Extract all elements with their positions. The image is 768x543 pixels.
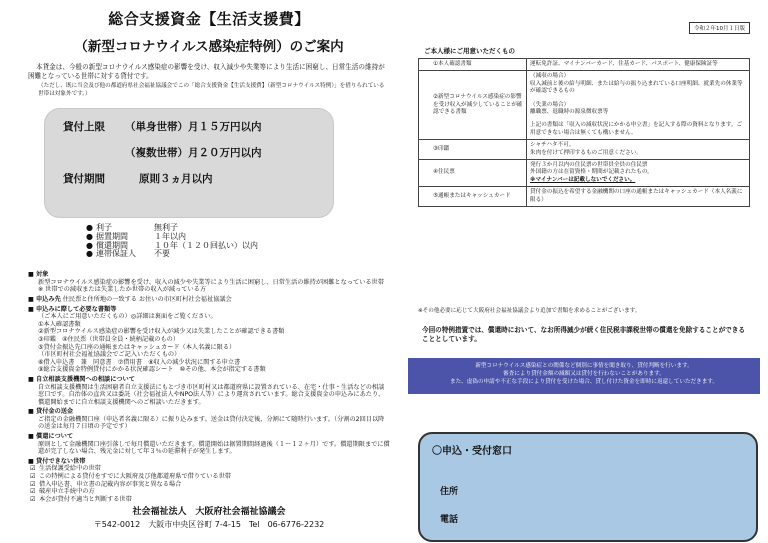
intro-text: 本貸金は、今般の新型コロナウイルス感染症の影響を受け、収入減少や失業等により生活に困窮し、日常生活の維持が困難となっている世帯に対する貸付です。: [28, 63, 385, 80]
loan-details: [86, 224, 390, 259]
limit-label: 貸付上限: [63, 121, 105, 133]
list-item: ☑ この特例による貸付をすでに大阪府及び他都道府県で借りている世帯: [30, 473, 231, 481]
loan-summary-box: [44, 108, 334, 218]
table-cell: ②新型コロナウイルス感染症の影響を受け収入が減少していることが確認できる書類: [419, 71, 527, 140]
checkbox-icon: ☑: [30, 480, 36, 488]
right-column: [418, 6, 750, 543]
checkbox-icon: ☑: [30, 495, 36, 503]
table-row: [419, 71, 750, 140]
phone-label: 電話: [440, 515, 459, 525]
checkbox-icon: ☑: [30, 473, 36, 481]
bullet-icon: ●: [86, 249, 93, 259]
table-cell: 運転免許証、マイナンバーカード、住基カード、パスポート、健康保険証等: [527, 59, 750, 71]
detail-row: ● 利子 無利子: [86, 223, 178, 232]
table-cell: 貸付金の振込を希望する金融機関の口座の通帳またはキャッシュカード（本人名義に限る）: [527, 187, 750, 207]
list-item: ☑ 生活保護受給中の世帯: [30, 465, 101, 473]
bullet-icon: ●: [86, 240, 93, 250]
list-item: ☑ 本会が貸付不適当と判断する世帯: [30, 495, 132, 503]
checkbox-icon: ☑: [30, 488, 36, 496]
special-measure-note: 今回の特例措置では、償還時において、なお所得減少が続く住民税非課税世帯の償還を免除することができることとしています。: [422, 326, 745, 343]
reception-window-box: [418, 432, 758, 542]
section-docs: ■ 申込みに際して必要な書類等 （ご本人にご用意いただくもの）◎詳細は裏面をご覧ください。 ①本人確認書類 ②新型コロナウイルス感染症の影響を受け収入が減少又は失業したことが確認できる書類 ③印鑑 ④住民票（世帯員全員・続柄記載のもの） ⑤貸付金振込先口座の通帳またはキャッシュカード（本人名義に限る） （市区町村社会福祉協議会でご記入いただくもの） ⑥借入申込書 兼 同意書 ⑦借用書 ⑧収入の減少状況に関する申立書 ⑨総合支援資金特例貸付にかかる状況確認シート ⑩その他、本会が指定する書類: [28, 305, 285, 374]
requirements-title: ご本人様にご用意いただくもの: [424, 47, 515, 55]
bullet-icon: ●: [86, 231, 93, 241]
limit-multi: （複数世帯）月２０万円以内: [125, 147, 262, 159]
list-item: ☑ 借入申込書、申立書の記載内容が事実と異なる場合: [30, 480, 182, 488]
period-value: 原則３ヵ月以内: [139, 173, 213, 185]
checkbox-icon: ☑: [30, 465, 36, 473]
table-cell: （減収の場合） 収入減前と後の給与明細、または給与の振り込まれている口座明細、就業先の休業等が確認できるもの （失業の場合） 離職票、退職時の源泉徴収票等 上記の書類は「収入の減収状況にかかる申立書」を記入する際の資料となります。ご用意できない場合は無くても構いません。: [527, 71, 750, 140]
section-excluded: ■ 貸付できない世帯 ☑ 生活保護受給中の世帯 ☑ この特例による貸付をすでに大阪府及び他都道府県で借りている世帯 ☑ 借入申込書、申立書の記載内容が事実と異なる場合 ☑ 破産申立手続中の方 ☑ 本会が貸付不適当と判断する世帯: [28, 458, 390, 504]
bullet-icon: ●: [86, 223, 93, 232]
notice-banner: 新型コロナウイルス感染症との関係など個別に事情を聞き取り、貸付判断を行います。 審査により貸付金額の減額又は貸付を行わないことがあります。 また、虚偽の申請や不正な手段により貸付を受けた場合、貸し付けた資金を即時に返還していただきます。: [408, 358, 760, 394]
section-consult: ■ 自立相談支援機関への相談について 自立相談支援機関は生活困窮者自立支援法にもとづき市区町村又は都道府県に設置されている、在宅・仕事・生活などの相談窓口です。自治体の直営又は委託（社会福祉法人やNPO法人等）により運営されています。総合支援資金の申込みにあたり、償還開始までに自立相談支援機関へのご相談いただきます。: [28, 375, 385, 406]
table-cell: シャチハタ不可。 朱肉を付けて押印するものご用意ください。: [527, 140, 750, 160]
limit-single: （単身世帯）月１５万円以内: [125, 121, 262, 133]
address-label: 住所: [440, 487, 459, 497]
period-label: 貸付期間: [63, 173, 105, 185]
additional-docs-note: ※その他必要に応じて大阪府社会福祉協議会より追加で書類を求めることがございます。: [418, 308, 641, 314]
window-title: 〇申込・受付窓口: [432, 446, 512, 457]
table-cell: 発行３か月以内の住民票の世帯員全員の住民票 外国籍の方は在留資格・期間が記載されたもの。 ※マイナンバーは記載しないでください。: [527, 160, 750, 187]
org-address: 〒542-0012 大阪市中央区谷町 7-4-15 Tel 06-6776-2232: [93, 520, 325, 529]
table-row: [419, 59, 750, 71]
detail-row: ● 据置期間 １年以内: [86, 231, 186, 241]
requirements-table: [418, 58, 750, 207]
edition-date: 令和２年10月１日版: [689, 22, 750, 34]
left-column: [28, 6, 390, 529]
footer: [28, 504, 390, 530]
table-row: [419, 187, 750, 207]
detail-row: ● 連帯保証人 不要: [86, 249, 170, 259]
table-row: [419, 140, 750, 160]
intro-note: （ただし、既に当会及び他の都道府県社会福祉協議会でこの「総合支援資金【生活支援費】（新型コロナウイルス特例）」を借りられている世帯は対象外です。）: [38, 83, 385, 97]
list-item: ☑ 破産申立手続中の方: [30, 488, 95, 496]
page-subtitle: （新型コロナウイルス感染症特例）のご案内: [74, 39, 344, 55]
table-cell: ⑤通帳またはキャッシュカード: [419, 187, 527, 207]
table-cell: ③印鑑: [419, 140, 527, 160]
section-repay: ■ 償還について 原則として金融機関口座引落しで毎月償還いただきます。償還開始は据置期間経過後（１～１２ヶ月）です。償還期限までに償還が完了しない場合、残元金に対して年３％の延滞利子が発生します。: [28, 433, 390, 456]
section-target: ■ 対象 新型コロナウイルス感染症の影響を受け、収入の減少や失業等により生活に困窮し、日常生活の維持が困難となっている世帯 ※ 世帯での減収または失業したか世帯の収入が減っている方: [28, 271, 384, 294]
org-name: 社会福祉法人 大阪府社会福祉協議会: [132, 507, 286, 517]
table-cell: ①本人確認書類: [419, 59, 527, 71]
section-transfer: ■ 貸付金の送金 ご指定の金融機関口座（申込者名義に限る）に振り込みます。送金は貸付決定後、分割にて随時行います。（分割の2回目以降の送金は毎月７日頃の予定です）: [28, 408, 385, 431]
table-row: [419, 160, 750, 187]
table-cell: ④住民票: [419, 160, 527, 187]
detail-row: ● 償還期間 １０年（１２０回払い）以内: [86, 240, 258, 250]
page-title: 総合支援資金【生活支援費】: [108, 10, 310, 28]
section-apply: ■ 申込み先 住民票と住所地の一致する お住いの市区町村社会福祉協議会: [28, 295, 232, 303]
